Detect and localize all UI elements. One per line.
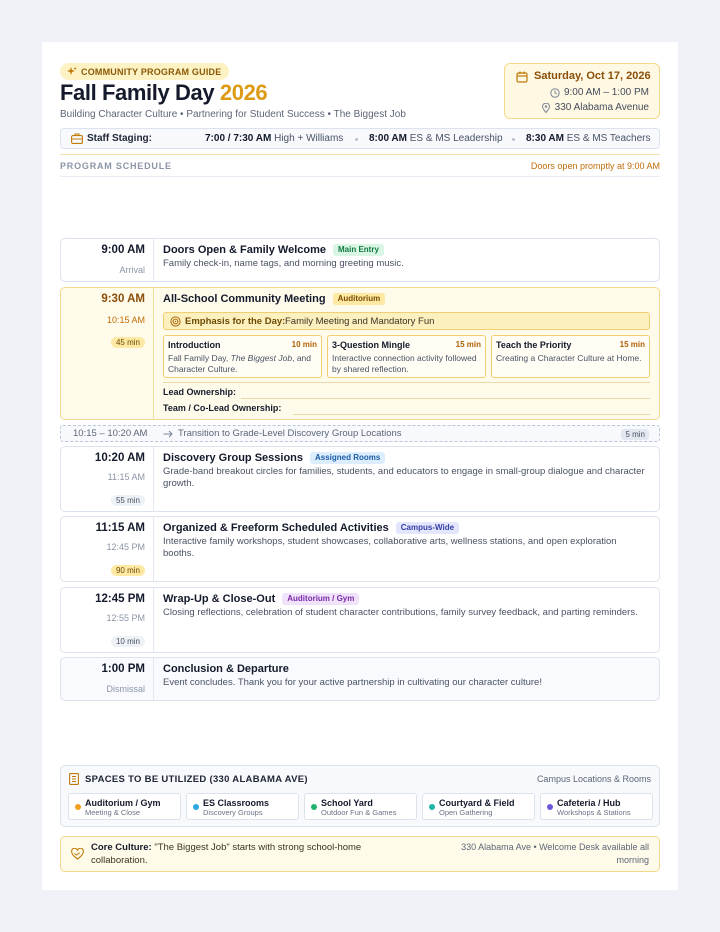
segment-title: Introduction [168,340,221,350]
segment-duration: 10 min [291,340,317,349]
event-description: Family check-in, name tags, and morning greeting music. [163,258,404,269]
event-title: Organized & Freeform Scheduled Activities [163,522,389,534]
event-title: Conclusion & Departure [163,663,289,675]
welcome-desk-note: 330 Alabama Ave • Welcome Desk available all morning [461,842,649,865]
event-description: Grade-band breakout circles for families, students, and educators to engage in small-group dialogue and character growth. [163,466,645,489]
event-title-row [163,522,459,534]
event-location-row [541,102,649,113]
time-column [61,588,154,652]
event-title: All-School Community Meeting [163,293,326,305]
room-use: Discovery Groups [203,808,263,817]
clock-icon [550,88,560,98]
start-time: 1:00 PM [101,663,145,675]
duration-badge: 45 min [111,337,145,348]
segment-duration: 15 min [455,340,481,349]
duration-badge: 90 min [111,565,145,576]
room-name: Courtyard & Field [439,798,515,808]
agenda-segment [163,335,322,378]
time-column [61,658,154,700]
spaces-title: SPACES TO BE UTILIZED (330 ALABAMA AVE) [85,774,308,785]
lead-ownership-line [241,398,650,399]
location-tag: Auditorium / Gym [282,593,359,605]
room-use: Meeting & Close [85,808,141,817]
room-color-dot [311,804,317,810]
event-description: Closing reflections, celebration of student character contributions, family survey feedback, and parting reminders. [163,607,638,618]
transition-text: Transition to Grade-Level Discovery Group Locations [178,428,402,439]
room-name: ES Classrooms [203,798,270,808]
end-time: 10:15 AM [106,315,145,325]
date-info-box [504,63,660,119]
event-time-row [550,87,649,98]
event-location: 330 Alabama Avenue [554,102,649,113]
start-time: 12:45 PM [95,593,145,605]
transition-duration: 5 min [621,429,649,440]
event-title: Discovery Group Sessions [163,452,303,464]
room-chip [186,793,299,820]
start-time: 9:00 AM [101,244,145,256]
schedule-item [60,587,660,653]
transition-time: 10:15 – 10:20 AM [73,428,148,439]
room-use: Workshops & Stations [557,808,631,817]
time-column [61,288,154,419]
start-time: 9:30 AM [101,293,145,305]
location-tag: Campus-Wide [396,522,459,534]
room-color-dot [429,804,435,810]
staff-staging-bar [60,128,660,149]
divider [60,176,660,177]
divider [60,154,660,155]
room-name: Cafeteria / Hub [557,798,621,808]
room-name: Auditorium / Gym [85,798,161,808]
event-title: Wrap-Up & Close-Out [163,593,276,605]
program-page [42,42,678,890]
end-time: Dismissal [106,684,145,694]
end-time: 12:55 PM [106,613,145,623]
spaces-panel [60,765,660,827]
heart-handshake-icon [71,848,84,860]
colead-ownership-label: Team / Co-Lead Ownership: [163,403,282,413]
schedule-item-highlighted [60,287,660,420]
agenda-segment [491,335,650,378]
event-title-row [163,663,289,675]
staff-slot: 7:00 / 7:30 AM High + Williams [205,133,344,144]
title-main: Fall Family Day [60,80,215,105]
emphasis-label: Emphasis for the Day: [185,316,286,327]
room-use: Open Gathering [439,808,493,817]
core-culture-text: Core Culture: "The Biggest Job" starts with strong school-home collaboration. [91,842,362,866]
schedule-item [60,516,660,582]
staff-staging-label: Staff Staging: [87,133,152,144]
event-time: 9:00 AM – 1:00 PM [563,87,649,98]
transition-row [60,425,660,442]
doors-open-note: Doors open promptly at 9:00 AM [530,161,660,171]
end-time: 11:15 AM [107,472,145,482]
segment-duration: 15 min [619,340,645,349]
room-name: School Yard [321,798,373,808]
title-year: 2026 [219,80,268,105]
page-subtitle: Building Character Culture • Partnering for Student Success • The Biggest Job [60,109,406,120]
segment-description: Interactive connection activity followed by shared reflection. [332,353,477,374]
event-title-row [163,452,385,464]
event-date: Saturday, Oct 17, 2026 [534,70,651,82]
separator-dot [355,138,358,141]
agenda-segment [327,335,486,378]
segment-title: 3-Question Mingle [332,340,411,350]
room-chip [304,793,417,820]
divider [163,382,650,383]
room-color-dot [75,804,81,810]
event-title: Doors Open & Family Welcome [163,244,327,256]
transition-text-row [163,428,402,439]
room-color-dot [547,804,553,810]
location-tag: Main Entry [333,244,384,256]
segment-description: Creating a Character Culture at Home. [496,353,642,363]
room-chip [422,793,535,820]
duration-badge: 55 min [111,495,145,506]
time-column [61,517,154,581]
event-description: Interactive family workshops, student showcases, collaborative arts, wellness stations, and open exploration booths. [163,536,617,559]
schedule-item [60,238,660,282]
location-tag: Assigned Rooms [310,452,385,464]
time-column [61,239,154,281]
emphasis-banner [163,312,650,330]
schedule-heading: PROGRAM SCHEDULE [60,161,172,171]
colead-ownership-line [293,414,650,415]
page-title [60,80,267,106]
start-time: 10:20 AM [94,452,145,464]
end-time: Arrival [119,265,145,275]
event-description: Event concludes. Thank you for your active partnership in cultivating our character culture! [163,677,542,688]
location-tag: Auditorium [333,293,386,305]
separator-dot [512,138,515,141]
building-icon [69,773,79,785]
staff-slot: 8:00 AM ES & MS Leadership [369,133,503,144]
event-title-row [163,593,359,605]
time-column [61,447,154,511]
calendar-icon [516,71,528,83]
room-use: Outdoor Fun & Games [321,808,397,817]
badge-text: COMMUNITY PROGRAM GUIDE [81,66,222,77]
target-icon [170,316,181,327]
segment-description: Fall Family Day, The Biggest Job, and Character Culture. [168,353,311,374]
segment-title: Teach the Priority [496,340,572,350]
emphasis-value: Family Meeting and Mandatory Fun [285,316,435,327]
event-title-row [163,244,384,256]
end-time: 12:45 PM [106,542,145,552]
duration-badge: 10 min [111,636,145,647]
schedule-item [60,446,660,512]
spaces-subtitle: Campus Locations & Rooms [536,774,651,784]
core-culture-banner [60,836,660,872]
start-time: 11:15 AM [95,522,145,534]
room-chip [68,793,181,820]
arrow-right-icon [163,430,173,438]
map-pin-icon [541,103,551,113]
event-title-row [163,293,385,305]
room-color-dot [193,804,199,810]
briefcase-icon [71,133,83,144]
schedule-item [60,657,660,701]
program-guide-badge [60,63,229,80]
lead-ownership-label: Lead Ownership: [163,387,237,397]
staff-slot: 8:30 AM ES & MS Teachers [526,133,651,144]
sparkle-icon [67,67,77,77]
room-chip [540,793,653,820]
